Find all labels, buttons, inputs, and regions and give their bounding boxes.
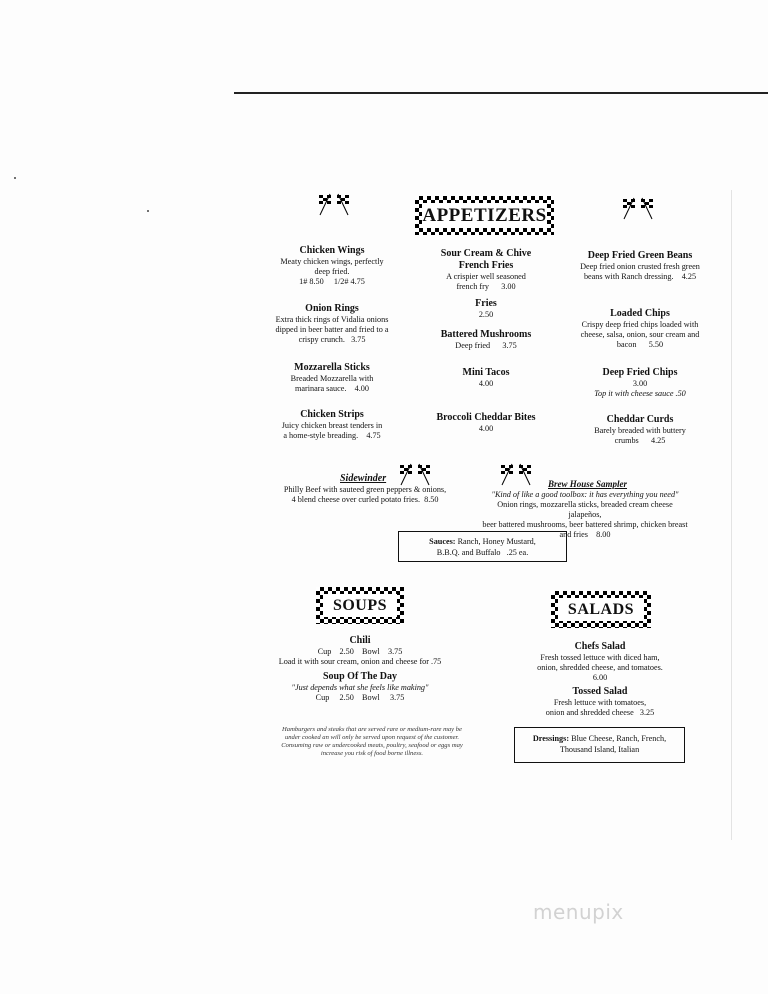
item-desc: beer battered mushrooms, beer battered shrimp, chicken breast [482, 520, 688, 529]
menu-item-chicken-wings [262, 245, 402, 287]
sauces-box [398, 531, 567, 562]
item-desc: Extra thick rings of Vidalia onions [275, 315, 389, 324]
item-desc: 4 blend cheese over curled potato fries. 8.50 [291, 495, 439, 504]
menu-item-mini-tacos [412, 367, 560, 389]
menu-item-broccoli-cheddar-bites [412, 412, 560, 434]
item-quote: "Kind of like a good toolbox: it has everything you need" [491, 490, 679, 499]
item-desc: a home-style breading. 4.75 [283, 431, 381, 440]
menu-item-onion-rings [262, 303, 402, 345]
item-name: Onion Rings [305, 303, 359, 314]
item-desc: Meaty chicken wings, perfectly [280, 257, 384, 266]
sauces-text: Ranch, Honey Mustard, [457, 537, 536, 546]
item-desc: onion, shredded cheese, and tomatoes. [537, 663, 663, 672]
item-desc: beans with Ranch dressing. 4.25 [583, 272, 697, 281]
menu-item-tossed-salad [520, 686, 680, 718]
menu-item-cheddar-curds [570, 414, 710, 446]
menu-item-chefs-salad [520, 641, 680, 683]
dressings-text: Blue Cheese, Ranch, French, [571, 734, 667, 743]
sauces-text: B.B.Q. and Buffalo .25 ea. [436, 548, 529, 557]
item-price: Cup 2.50 Bowl 3.75 [315, 693, 405, 702]
checkered-flags-icon [316, 191, 352, 217]
item-price: Cup 2.50 Bowl 3.75 [317, 647, 403, 656]
item-name: Chefs Salad [574, 641, 626, 652]
item-name: Chicken Wings [299, 245, 365, 256]
menu-item-chicken-strips [262, 409, 402, 441]
soups-heading [316, 587, 404, 624]
menu-item-sidewinder [270, 473, 460, 505]
item-name: Broccoli Cheddar Bites [436, 412, 536, 423]
item-name: Tossed Salad [572, 686, 628, 697]
item-price: 3.00 [632, 379, 648, 388]
item-desc: Crispy deep fried chips loaded with [581, 320, 699, 329]
menu-item-mozzarella-sticks [262, 362, 402, 394]
item-desc: onion and shredded cheese 3.25 [545, 708, 655, 717]
salads-heading [551, 591, 651, 628]
item-name: Deep Fried Chips [602, 367, 678, 378]
item-name: Sour Cream & Chive [440, 248, 532, 259]
dressings-box [514, 727, 685, 763]
item-name: Cheddar Curds [606, 414, 674, 425]
item-price: 1# 8.50 1/2# 4.75 [299, 277, 365, 286]
sauces-label: Sauces: [429, 537, 456, 546]
item-desc: crispy crunch. 3.75 [298, 335, 366, 344]
disclaimer-line: Hamburgers and steaks that are served rare or medium-rare may be [282, 726, 462, 733]
menu-item-loaded-chips [570, 308, 710, 350]
menu-item-sour-cream-fries [412, 248, 560, 292]
scan-speck [147, 210, 149, 212]
menu-item-fries [412, 298, 560, 320]
disclaimer-line: Consuming raw or undercooked meats, poultry, seafood or eggs may [281, 742, 463, 749]
item-desc: Breaded Mozzarella with [290, 374, 374, 383]
item-price: 6.00 [592, 673, 608, 682]
disclaimer-line: under cooked an will only be served upon request of the customer. [284, 734, 460, 741]
item-name: Soup Of The Day [322, 671, 397, 682]
item-desc: Deep fried 3.75 [455, 341, 517, 350]
menu-item-green-beans [570, 250, 710, 282]
food-safety-disclaimer [262, 726, 482, 758]
dressings-label: Dressings: [532, 734, 570, 743]
menupix-watermark: menupix [533, 900, 624, 924]
salads-heading-text: SALADS [558, 598, 644, 621]
menu-item-soup-of-the-day [270, 671, 450, 703]
item-name: Mozzarella Sticks [294, 362, 370, 373]
item-desc: Onion rings, mozzarella sticks, breaded cream cheese jalapeños, [497, 500, 673, 519]
item-desc: Top it with cheese sauce .50 [594, 389, 686, 398]
item-desc: crumbs 4.25 [614, 436, 666, 445]
item-price: 4.00 [478, 379, 494, 388]
item-desc: Philly Beef with sauteed green peppers & onions, [283, 485, 447, 494]
item-desc: Fresh lettuce with tomatoes, [553, 698, 647, 707]
scan-speck [14, 177, 16, 179]
item-desc: deep fried. [314, 267, 350, 276]
item-desc: Fresh tossed lettuce with diced ham, [540, 653, 660, 662]
item-desc: Juicy chicken breast tenders in [281, 421, 383, 430]
top-rule [234, 92, 768, 94]
item-desc: french fry 3.00 [456, 282, 516, 291]
item-price: 4.00 [478, 424, 494, 433]
scan-edge-line [731, 190, 732, 840]
item-name: Brew House Sampler [548, 479, 628, 489]
item-name: Chili [349, 635, 371, 646]
item-name: Loaded Chips [610, 308, 670, 319]
appetizers-heading [415, 196, 554, 235]
item-desc: marinara sauce. 4.00 [295, 384, 369, 393]
item-name: Mini Tacos [462, 367, 510, 378]
menu-item-deep-fried-chips [570, 367, 710, 399]
disclaimer-line: increase you risk of food borne illness. [320, 750, 424, 757]
item-name: Fries [475, 298, 497, 309]
checkered-flags-icon [620, 195, 656, 221]
appetizers-heading-text: APPETIZERS [422, 203, 547, 228]
item-name: Deep Fried Green Beans [587, 250, 693, 261]
item-desc: Barely breaded with buttery [594, 426, 686, 435]
item-desc: A crispier well seasoned [446, 272, 526, 281]
dressings-text: Thousand Island, Italian [559, 745, 640, 754]
item-quote: "Just depends what she feels like making" [291, 683, 429, 692]
item-name: Sidewinder [340, 473, 387, 484]
item-name: French Fries [458, 260, 514, 271]
item-desc: and fries 8.00 [559, 530, 611, 539]
soups-heading-text: SOUPS [323, 594, 397, 617]
item-name: Battered Mushrooms [440, 329, 532, 340]
item-desc: bacon 5.50 [616, 340, 664, 349]
item-price: 2.50 [478, 310, 494, 319]
item-desc: Deep fried onion crusted fresh green [580, 262, 700, 271]
menu-item-battered-mushrooms [412, 329, 560, 351]
item-desc: Load it with sour cream, onion and cheese for .75 [278, 657, 442, 666]
item-name: Chicken Strips [300, 409, 364, 420]
item-desc: dipped in beer batter and fried to a [275, 325, 389, 334]
item-desc: cheese, salsa, onion, sour cream and [580, 330, 700, 339]
menu-item-chili [270, 635, 450, 667]
